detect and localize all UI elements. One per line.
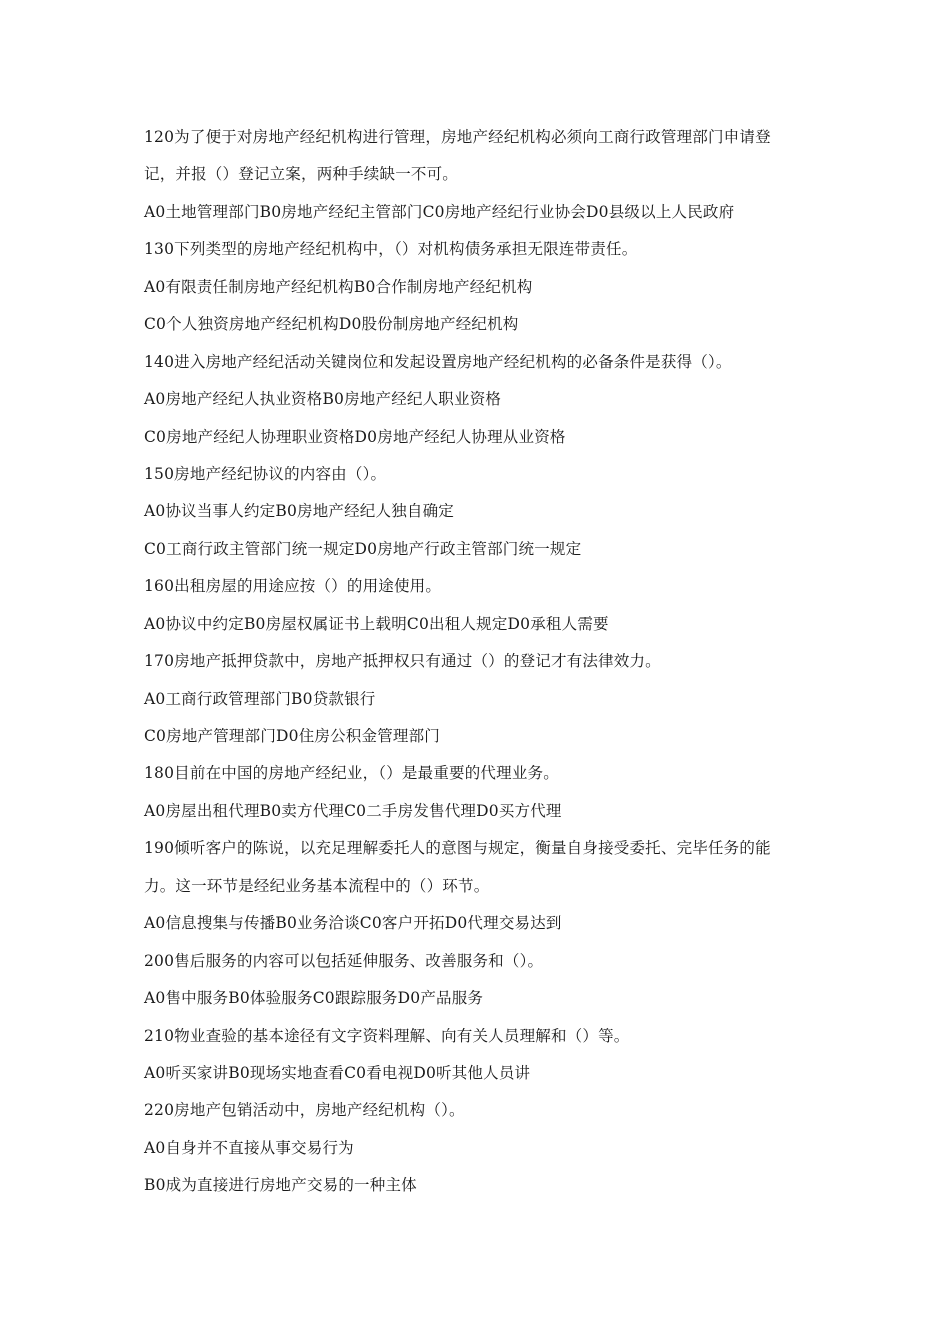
- options-line: A0有限责任制房地产经纪机构B0合作制房地产经纪机构: [144, 277, 533, 296]
- options-line: C0房地产经纪人协理职业资格D0房地产经纪人协理从业资格: [144, 427, 566, 446]
- question-line: 130下列类型的房地产经纪机构中，（）对机构债务承担无限连带责任。: [144, 240, 638, 259]
- question-line: 200售后服务的内容可以包括延伸服务、改善服务和（）。: [144, 951, 544, 970]
- options-line: C0个人独资房地产经纪机构D0股份制房地产经纪机构: [144, 315, 519, 334]
- question-line: 160出租房屋的用途应按（）的用途使用。: [144, 577, 442, 596]
- options-line: C0工商行政主管部门统一规定D0房地产行政主管部门统一规定: [144, 539, 582, 558]
- options-line: A0售中服务B0体验服务C0跟踪服务D0产品服务: [144, 989, 484, 1008]
- options-line: A0土地管理部门B0房地产经纪主管部门C0房地产经纪行业协会D0县级以上人民政府: [144, 202, 735, 221]
- question-line: 210物业查验的基本途径有文字资料理解、向有关人员理解和（）等。: [144, 1026, 630, 1045]
- options-line: A0房地产经纪人执业资格B0房地产经纪人职业资格: [144, 390, 502, 409]
- question-line: 记，并报（）登记立案，两种手续缺一不可。: [144, 165, 459, 184]
- options-line: B0成为直接进行房地产交易的一种主体: [144, 1176, 417, 1195]
- options-line: A0信息搜集与传播B0业务洽谈C0客户开拓D0代理交易达到: [144, 914, 562, 933]
- options-line: A0协议当事人约定B0房地产经纪人独自确定: [144, 502, 455, 521]
- question-line: 140进入房地产经纪活动关键岗位和发起设置房地产经纪机构的必备条件是获得（）。: [144, 352, 732, 371]
- options-line: A0自身并不直接从事交易行为: [144, 1138, 354, 1157]
- options-line: A0协议中约定B0房屋权属证书上载明C0出租人规定D0承租人需要: [144, 614, 609, 633]
- options-line: A0听买家讲B0现场实地查看C0看电视D0听其他人员讲: [144, 1063, 531, 1082]
- question-line: 170房地产抵押贷款中，房地产抵押权只有通过（）的登记才有法律效力。: [144, 652, 661, 671]
- question-line: 220房地产包销活动中，房地产经纪机构（）。: [144, 1101, 465, 1120]
- options-line: A0工商行政管理部门B0贷款银行: [144, 689, 376, 708]
- question-line: 180目前在中国的房地产经纪业，（）是最重要的代理业务。: [144, 764, 559, 783]
- options-line: C0房地产管理部门D0住房公积金管理部门: [144, 727, 441, 745]
- question-line: 120为了便于对房地产经纪机构进行管理，房地产经纪机构必须向工商行政管理部门申请登: [144, 128, 771, 146]
- options-line: A0房屋出租代理B0卖方代理C0二手房发售代理D0买方代理: [144, 801, 562, 820]
- document-body: [144, 123, 814, 1209]
- question-line: 150房地产经纪协议的内容由（）。: [144, 464, 387, 483]
- question-line: 190倾听客户的陈说，以充足理解委托人的意图与规定，衡量自身接受委托、完毕任务的能: [144, 839, 771, 858]
- question-line: 力。这一环节是经纪业务基本流程中的（）环节。: [144, 876, 490, 895]
